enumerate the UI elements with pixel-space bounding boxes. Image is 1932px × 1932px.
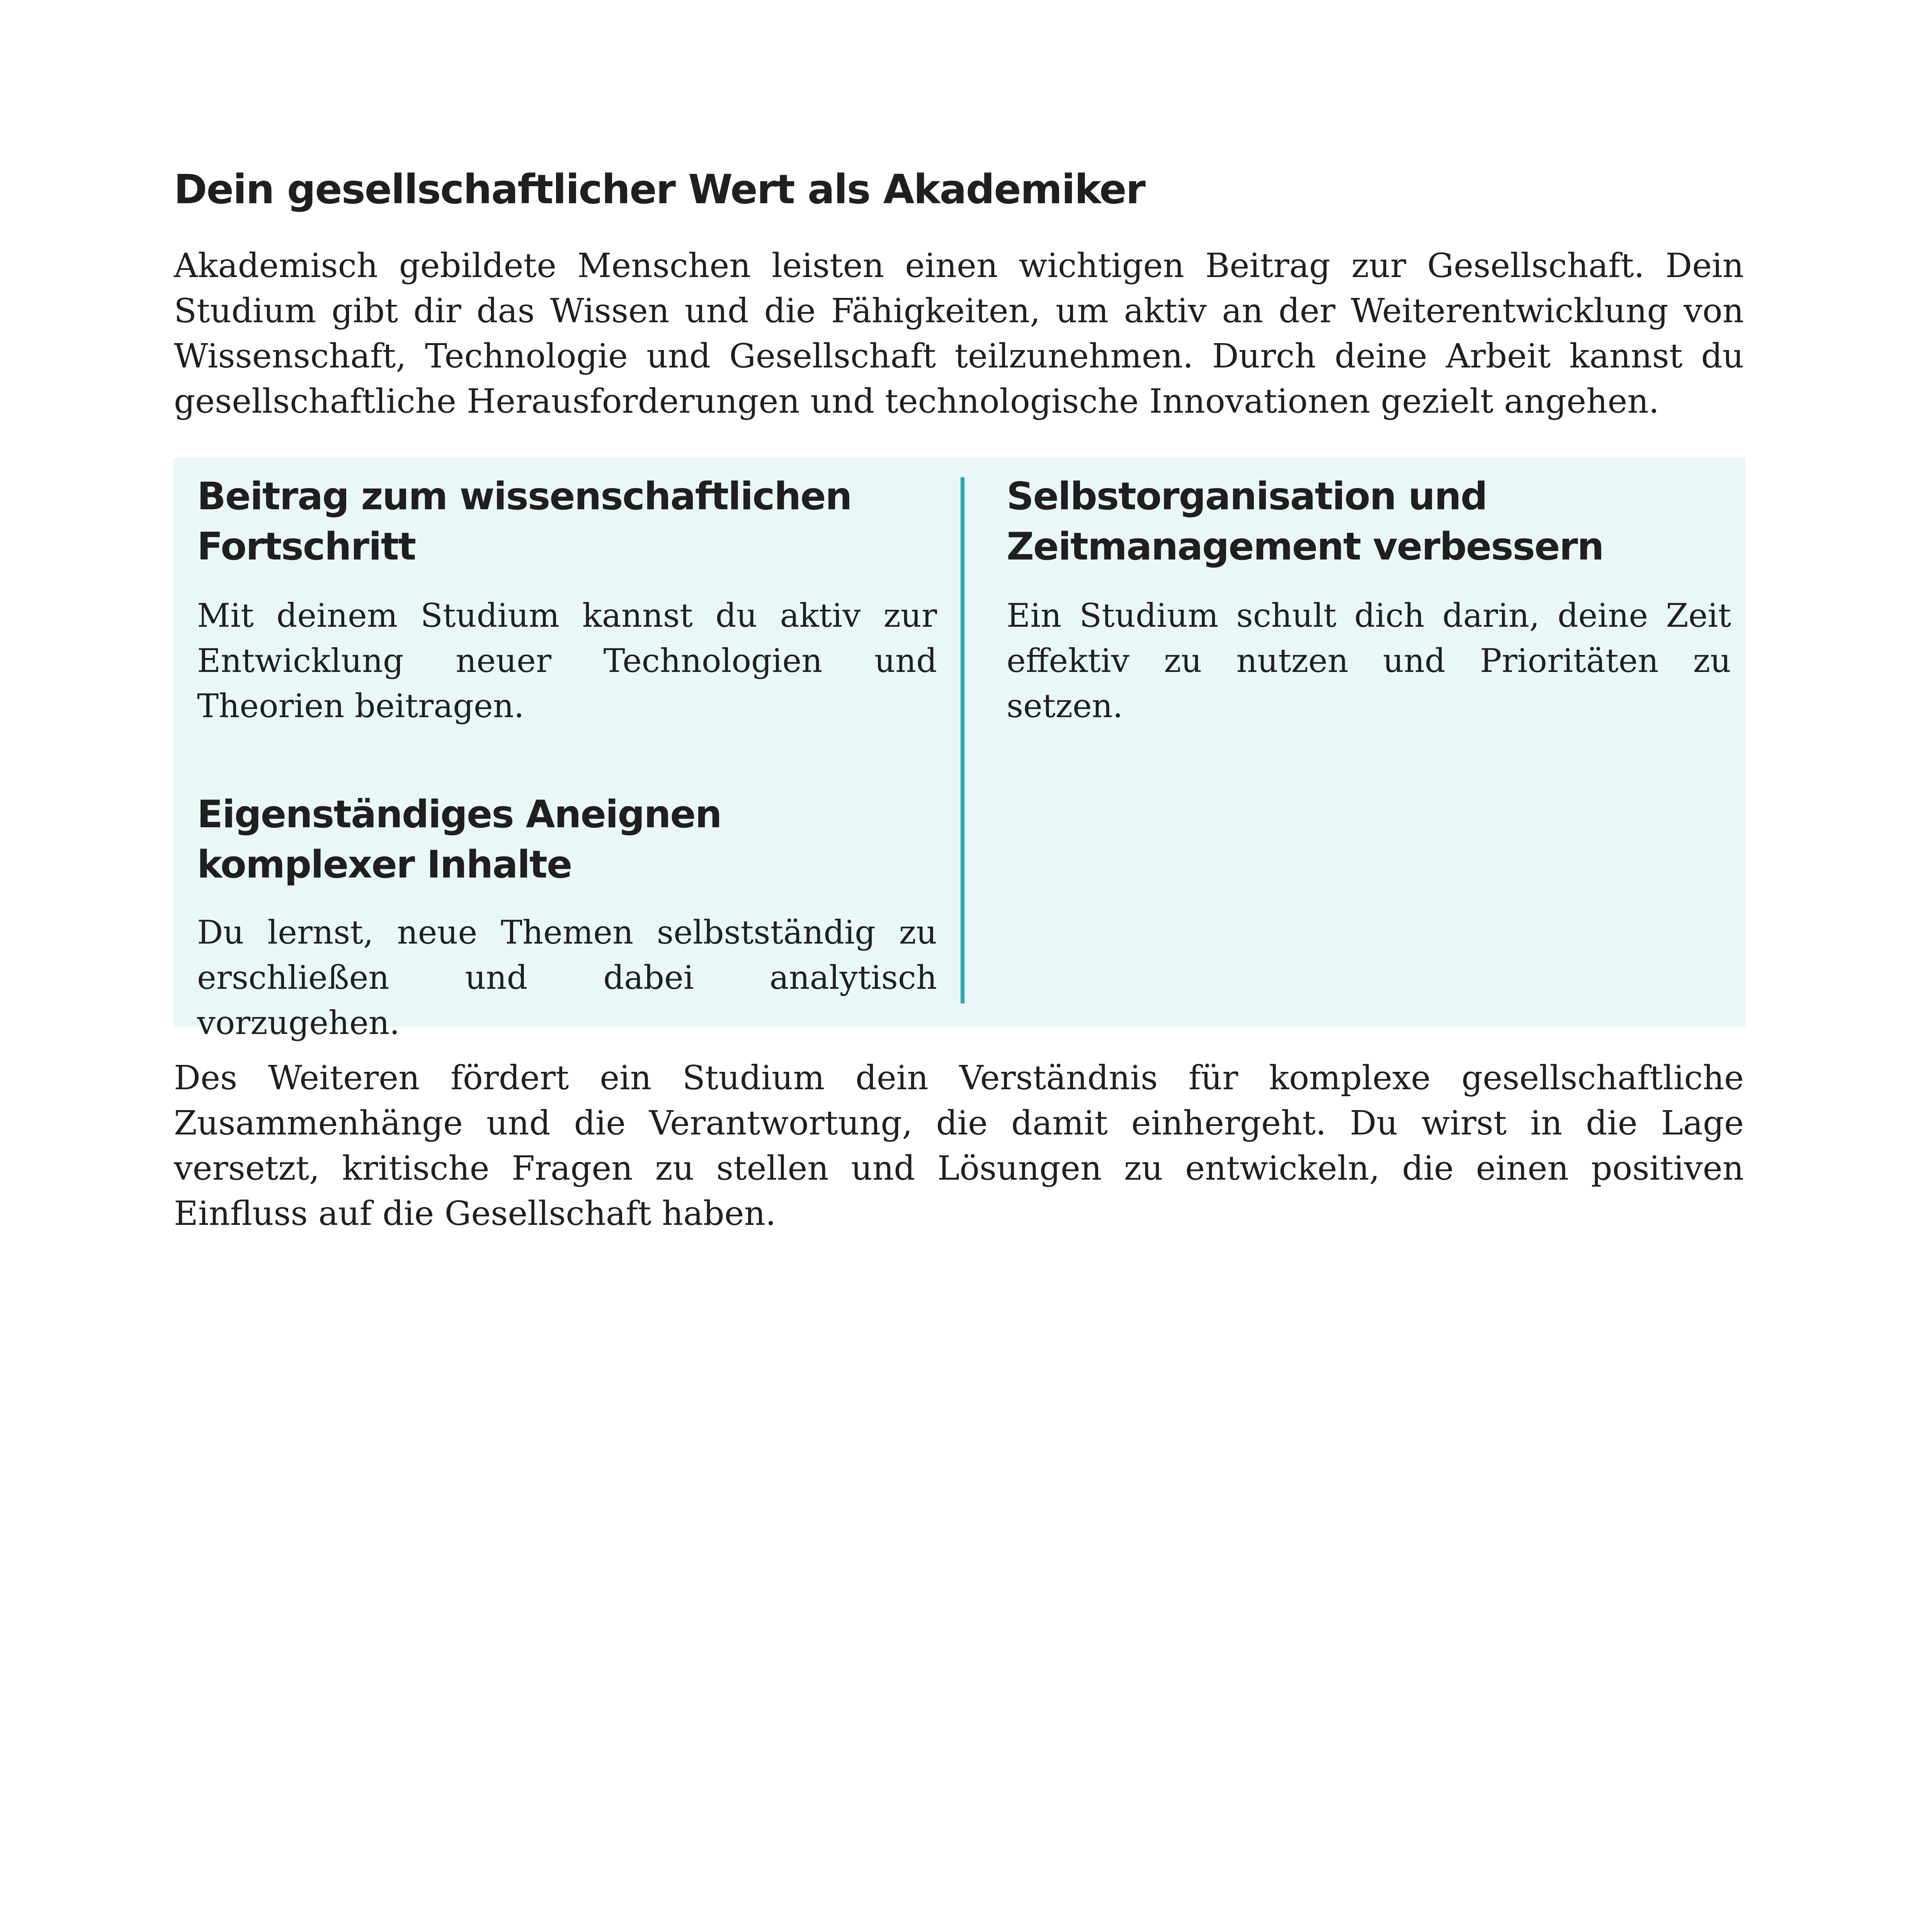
section-heading: Dein gesellschaftlicher Wert als Akademiker: [174, 166, 1145, 213]
intro-paragraph: Akademisch gebildete Menschen leisten einen wichtigen Beitrag zur Gesellschaft. Dein Studium gibt dir das Wissen und die Fähigkeiten, um aktiv an der Weiterentwicklung von Wissenschaft, Technologie und Gesellschaft teilzunehmen. Durch deine Arbeit kannst du gesellschaftliche Herausforderungen und technologische Innovationen gezielt angehen.: [174, 247, 1744, 421]
benefit-text-complex-content: Du lernst, neue Themen selbstständig zu erschließen und dabei analytisch vorzugehen.: [197, 913, 937, 1042]
closing-paragraph: Des Weiteren fördert ein Studium dein Verständnis für komplexe gesellschaftliche Zusammenhänge und die Verantwortung, die damit einhergeht. Du wirst in die Lage versetzt, kritische Fragen zu stellen und Lösungen zu entwickeln, die einen positiven Einfluss auf die Gesellschaft haben.: [174, 1059, 1744, 1233]
benefit-title-scientific-progress: Beitrag zum wissenschaftlichen Fortschritt: [197, 474, 852, 569]
benefit-text-self-organisation: Ein Studium schult dich darin, deine Zeit effektiv zu nutzen und Prioritäten zu setzen.: [1007, 597, 1731, 725]
benefit-title-self-organisation: Selbstorganisation und Zeitmanagement verbessern: [1007, 474, 1604, 569]
benefits-box: [174, 458, 1746, 1042]
benefit-text-scientific-progress: Mit deinem Studium kannst du aktiv zur Entwicklung neuer Technologien und Theorien beitragen.: [197, 597, 937, 725]
benefit-title-complex-content: Eigenständiges Aneignen komplexer Inhalte: [197, 793, 721, 887]
column-divider: [961, 477, 964, 1003]
